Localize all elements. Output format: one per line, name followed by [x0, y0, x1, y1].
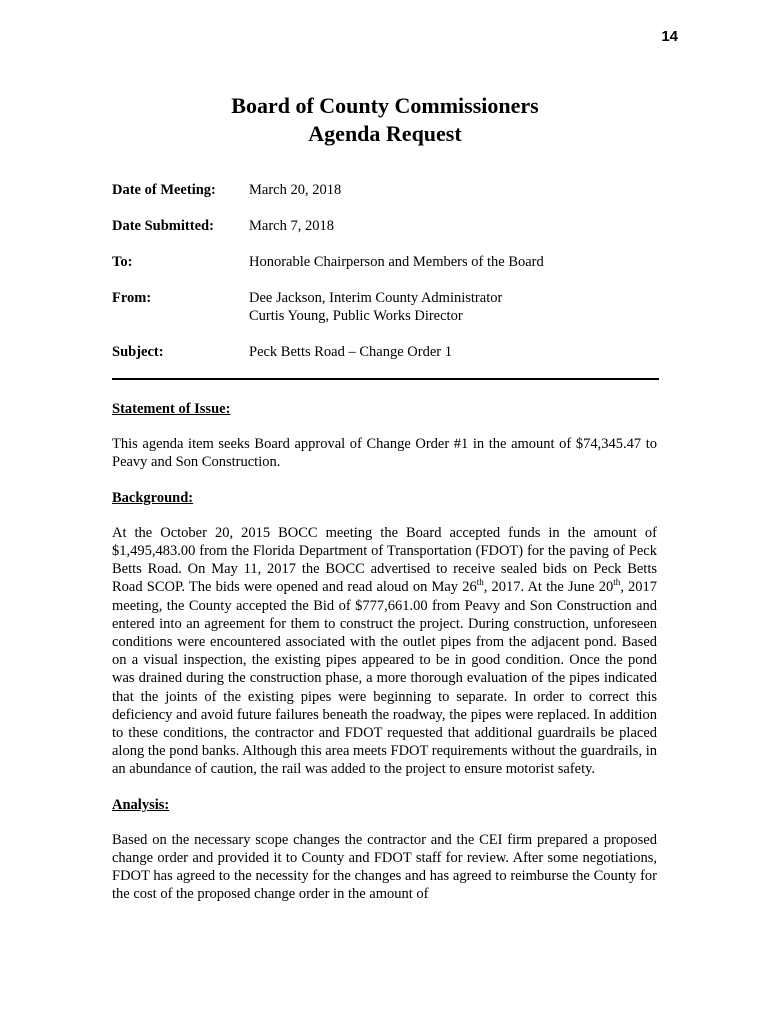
analysis-heading: Analysis:	[112, 796, 170, 813]
to-value: Honorable Chairperson and Members of the Board	[249, 254, 544, 270]
statement-heading: Statement of Issue:	[112, 401, 231, 417]
from-value-2: Curtis Young, Public Works Director	[249, 308, 463, 324]
from-label: From:	[112, 290, 152, 306]
subject-label: Subject:	[112, 344, 164, 360]
header-divider	[112, 378, 659, 380]
document-title	[0, 92, 770, 148]
background-text: At the October 20, 2015 BOCC meeting the Board accepted funds in the amount of $1,495,483.00 from the Florida Department of Transportation (FDOT) for the paving of Peck Betts Road. On May 11, 2017 the BOCC advertised to receive sealed bids on Peck Betts Road SCOP. The bids were opened and read aloud on May 26th, 2017. At the June 20th, 2017 meeting, the County accepted the Bid of $777,661.00 from Peavy and Son Construction and entered into an agreement for them to construct the project. During construction, unforeseen conditions were encountered associated with the outlet pipes from the adjacent pond. Based on a visual inspection, the existing pipes appeared to be in good condition. Once the pond was drained during the construction phase, a more thorough evaluation of the pipes indicated that the joints of the existing pipes were beginning to separate. In order to correct this deficiency and avoid future failures beneath the roadway, the pipes were replaced. In addition to these conditions, the contractor and FDOT requested that additional guardrails be placed along the pond banks. Although this area meets FDOT requirements without the guardrails, in an abundance of caution, the rail was added to the project to ensure motorist safety.	[112, 524, 657, 778]
meeting-date-row	[112, 181, 672, 217]
submitted-date-row	[112, 217, 672, 253]
subject-row	[112, 343, 672, 361]
background-heading: Background:	[112, 489, 194, 506]
page-number: 14	[661, 28, 678, 45]
from-row	[112, 289, 672, 343]
analysis-text: Based on the necessary scope changes the contractor and the CEI firm prepared a proposed change order and provided it to County and FDOT staff for review. After some negotiations, FDOT has agreed to the necessity for the changes and has agreed to reimburse the County for the cost of the proposed change order in the amount of	[112, 831, 657, 903]
request-fields	[112, 181, 672, 361]
statement-text: This agenda item seeks Board approval of Change Order #1 in the amount of $74,345.47 to Peavy and Son Construction.	[112, 436, 657, 471]
from-value-1: Dee Jackson, Interim County Administrator	[249, 290, 503, 306]
submitted-date-value: March 7, 2018	[249, 218, 334, 234]
meeting-date-label: Date of Meeting:	[112, 182, 216, 198]
submitted-date-label: Date Submitted:	[112, 218, 214, 234]
to-row	[112, 253, 672, 289]
to-label: To:	[112, 254, 133, 270]
document-body	[112, 400, 657, 904]
title-line-1: Board of County Commissioners	[231, 93, 539, 118]
subject-value: Peck Betts Road – Change Order 1	[249, 344, 452, 360]
title-line-2: Agenda Request	[308, 121, 462, 146]
meeting-date-value: March 20, 2018	[249, 182, 342, 198]
